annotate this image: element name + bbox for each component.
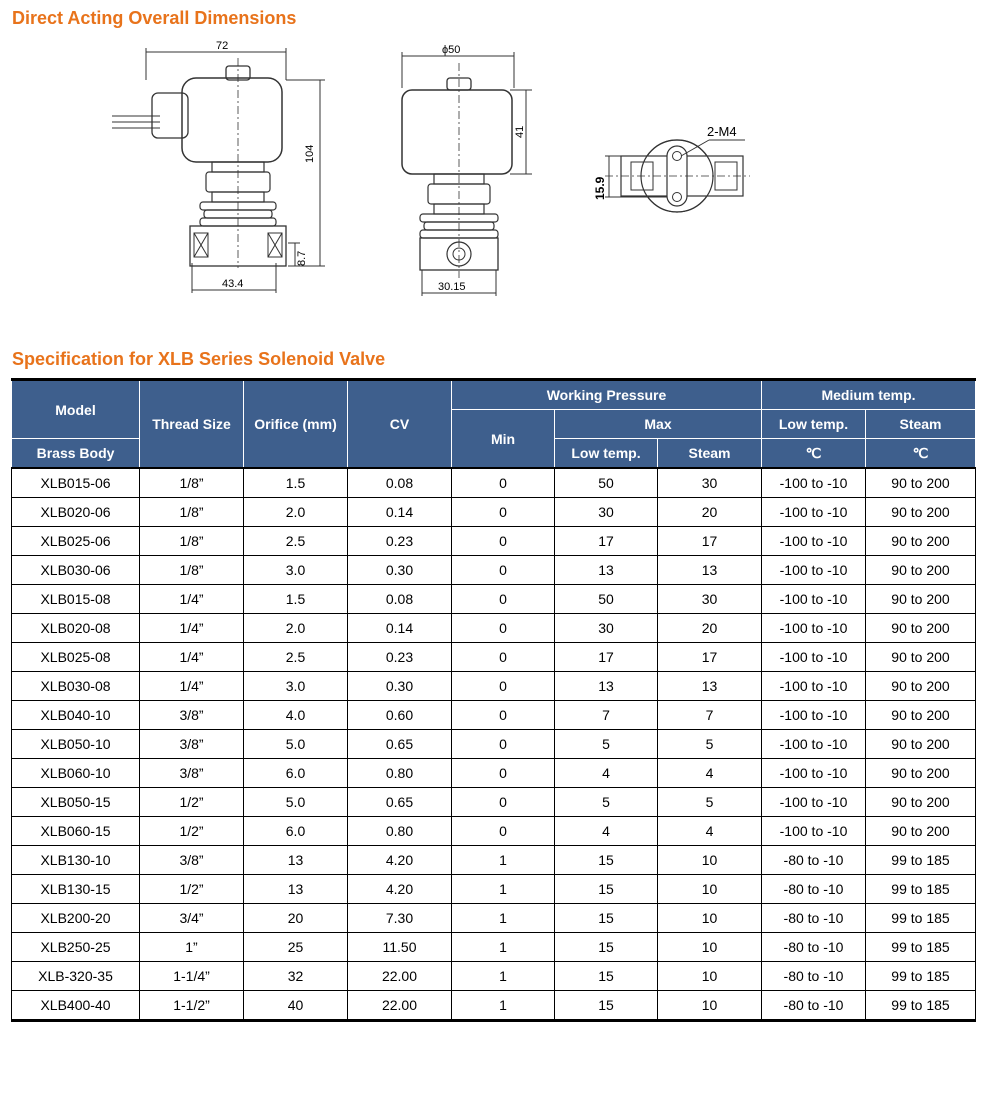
cell-min-pressure: 1 bbox=[452, 933, 555, 962]
cell-max-steam: 10 bbox=[658, 991, 762, 1021]
table-row bbox=[12, 730, 976, 759]
dim-15-9-label: 15.9 bbox=[593, 176, 607, 200]
cell-medium-low-temp: -80 to -10 bbox=[762, 875, 866, 904]
dim-30-15-label: 30.15 bbox=[438, 281, 466, 293]
cell-thread-size: 3/4” bbox=[140, 904, 244, 933]
cell-min-pressure: 0 bbox=[452, 527, 555, 556]
cell-max-steam: 13 bbox=[658, 672, 762, 701]
cell-max-low-temp: 30 bbox=[555, 498, 658, 527]
cell-max-steam: 10 bbox=[658, 962, 762, 991]
cell-orifice: 5.0 bbox=[244, 730, 348, 759]
cell-thread-size: 1/2” bbox=[140, 875, 244, 904]
cell-max-steam: 20 bbox=[658, 614, 762, 643]
cell-max-low-temp: 5 bbox=[555, 788, 658, 817]
cell-thread-size: 1/4” bbox=[140, 585, 244, 614]
cell-min-pressure: 1 bbox=[452, 875, 555, 904]
cell-thread-size: 1-1/2” bbox=[140, 991, 244, 1021]
cell-max-steam: 10 bbox=[658, 933, 762, 962]
cell-max-steam: 17 bbox=[658, 643, 762, 672]
cell-max-low-temp: 15 bbox=[555, 933, 658, 962]
cell-max-steam: 4 bbox=[658, 759, 762, 788]
cell-medium-steam: 90 to 200 bbox=[866, 817, 976, 846]
cell-max-steam: 17 bbox=[658, 527, 762, 556]
header-unit-steam: ℃ bbox=[866, 439, 976, 469]
cell-thread-size: 1/4” bbox=[140, 672, 244, 701]
dim-41-label: 41 bbox=[514, 125, 526, 138]
cell-thread-size: 3/8” bbox=[140, 701, 244, 730]
cell-min-pressure: 0 bbox=[452, 498, 555, 527]
cell-orifice: 2.5 bbox=[244, 643, 348, 672]
header-medium-temp: Medium temp. bbox=[762, 380, 976, 410]
cell-medium-low-temp: -80 to -10 bbox=[762, 962, 866, 991]
side-view-drawing bbox=[392, 38, 542, 300]
bottom-view-drawing bbox=[585, 118, 755, 228]
cell-max-low-temp: 15 bbox=[555, 991, 658, 1021]
cell-thread-size: 1/2” bbox=[140, 788, 244, 817]
cell-min-pressure: 1 bbox=[452, 991, 555, 1021]
cell-max-low-temp: 50 bbox=[555, 585, 658, 614]
cell-max-steam: 4 bbox=[658, 817, 762, 846]
cell-min-pressure: 0 bbox=[452, 672, 555, 701]
cell-model: XLB-320-35 bbox=[12, 962, 140, 991]
cell-cv: 0.30 bbox=[348, 556, 452, 585]
cell-medium-low-temp: -100 to -10 bbox=[762, 817, 866, 846]
cell-max-low-temp: 17 bbox=[555, 527, 658, 556]
cell-model: XLB020-08 bbox=[12, 614, 140, 643]
table-row bbox=[12, 701, 976, 730]
cell-medium-low-temp: -80 to -10 bbox=[762, 933, 866, 962]
cell-min-pressure: 0 bbox=[452, 817, 555, 846]
cell-medium-low-temp: -100 to -10 bbox=[762, 701, 866, 730]
table-row bbox=[12, 527, 976, 556]
cell-min-pressure: 0 bbox=[452, 556, 555, 585]
cell-model: XLB030-06 bbox=[12, 556, 140, 585]
cell-orifice: 13 bbox=[244, 846, 348, 875]
dim-72-label: 72 bbox=[216, 40, 229, 52]
cell-max-low-temp: 15 bbox=[555, 846, 658, 875]
cell-cv: 0.30 bbox=[348, 672, 452, 701]
cell-medium-low-temp: -80 to -10 bbox=[762, 991, 866, 1021]
cell-cv: 0.23 bbox=[348, 643, 452, 672]
cell-medium-steam: 99 to 185 bbox=[866, 962, 976, 991]
specification-title: Specification for XLB Series Solenoid Valve bbox=[12, 349, 386, 369]
cell-max-low-temp: 4 bbox=[555, 759, 658, 788]
table-row bbox=[12, 585, 976, 614]
cell-max-low-temp: 4 bbox=[555, 817, 658, 846]
cell-orifice: 25 bbox=[244, 933, 348, 962]
cell-medium-low-temp: -100 to -10 bbox=[762, 730, 866, 759]
cell-cv: 22.00 bbox=[348, 991, 452, 1021]
cell-cv: 4.20 bbox=[348, 846, 452, 875]
table-row bbox=[12, 904, 976, 933]
spec-table-body bbox=[12, 468, 976, 1021]
cell-cv: 11.50 bbox=[348, 933, 452, 962]
cell-orifice: 13 bbox=[244, 875, 348, 904]
cell-max-steam: 20 bbox=[658, 498, 762, 527]
cell-medium-low-temp: -100 to -10 bbox=[762, 643, 866, 672]
cell-max-steam: 7 bbox=[658, 701, 762, 730]
cell-cv: 0.14 bbox=[348, 498, 452, 527]
cell-cv: 0.65 bbox=[348, 788, 452, 817]
cell-medium-low-temp: -100 to -10 bbox=[762, 527, 866, 556]
table-row bbox=[12, 788, 976, 817]
cell-medium-low-temp: -80 to -10 bbox=[762, 904, 866, 933]
cell-medium-low-temp: -100 to -10 bbox=[762, 672, 866, 701]
cell-cv: 4.20 bbox=[348, 875, 452, 904]
header-brass-body: Brass Body bbox=[12, 439, 140, 469]
cell-thread-size: 1/8” bbox=[140, 498, 244, 527]
cell-medium-steam: 90 to 200 bbox=[866, 468, 976, 498]
cell-model: XLB015-06 bbox=[12, 468, 140, 498]
cell-medium-steam: 90 to 200 bbox=[866, 672, 976, 701]
cell-medium-steam: 90 to 200 bbox=[866, 759, 976, 788]
cell-orifice: 5.0 bbox=[244, 788, 348, 817]
cell-cv: 0.14 bbox=[348, 614, 452, 643]
cell-max-steam: 10 bbox=[658, 846, 762, 875]
cell-medium-steam: 90 to 200 bbox=[866, 614, 976, 643]
cell-orifice: 4.0 bbox=[244, 701, 348, 730]
cell-model: XLB025-06 bbox=[12, 527, 140, 556]
cell-model: XLB250-25 bbox=[12, 933, 140, 962]
table-row bbox=[12, 991, 976, 1021]
cell-medium-steam: 99 to 185 bbox=[866, 991, 976, 1021]
table-row bbox=[12, 846, 976, 875]
header-max: Max bbox=[555, 410, 762, 439]
cell-thread-size: 1/8” bbox=[140, 468, 244, 498]
cell-max-low-temp: 17 bbox=[555, 643, 658, 672]
header-max-steam: Steam bbox=[658, 439, 762, 469]
cell-model: XLB025-08 bbox=[12, 643, 140, 672]
table-row bbox=[12, 614, 976, 643]
cell-min-pressure: 1 bbox=[452, 846, 555, 875]
spec-table bbox=[11, 378, 976, 1022]
cell-orifice: 3.0 bbox=[244, 556, 348, 585]
dim-phi50-label: ϕ50 bbox=[442, 44, 461, 56]
header-min: Min bbox=[452, 410, 555, 469]
header-cv: CV bbox=[348, 380, 452, 469]
table-row bbox=[12, 643, 976, 672]
table-row bbox=[12, 468, 976, 498]
cell-model: XLB020-06 bbox=[12, 498, 140, 527]
cell-thread-size: 3/8” bbox=[140, 730, 244, 759]
cell-cv: 0.65 bbox=[348, 730, 452, 759]
front-view-drawing bbox=[100, 38, 340, 300]
cell-medium-steam: 90 to 200 bbox=[866, 701, 976, 730]
cell-medium-low-temp: -80 to -10 bbox=[762, 846, 866, 875]
dim-43-4-label: 43.4 bbox=[222, 278, 244, 290]
cell-max-low-temp: 13 bbox=[555, 556, 658, 585]
cell-medium-low-temp: -100 to -10 bbox=[762, 788, 866, 817]
cell-thread-size: 1-1/4” bbox=[140, 962, 244, 991]
cell-max-steam: 13 bbox=[658, 556, 762, 585]
cell-model: XLB040-10 bbox=[12, 701, 140, 730]
dim-8-7-label: 8.7 bbox=[296, 250, 308, 266]
header-working-pressure: Working Pressure bbox=[452, 380, 762, 410]
cell-medium-low-temp: -100 to -10 bbox=[762, 468, 866, 498]
cell-thread-size: 1” bbox=[140, 933, 244, 962]
header-medium-steam: Steam bbox=[866, 410, 976, 439]
cell-orifice: 1.5 bbox=[244, 585, 348, 614]
cell-thread-size: 3/8” bbox=[140, 846, 244, 875]
cell-max-steam: 30 bbox=[658, 585, 762, 614]
cell-max-steam: 10 bbox=[658, 875, 762, 904]
header-model: Model bbox=[12, 380, 140, 439]
cell-orifice: 2.0 bbox=[244, 614, 348, 643]
table-row bbox=[12, 875, 976, 904]
cell-min-pressure: 0 bbox=[452, 788, 555, 817]
dimensions-title: Direct Acting Overall Dimensions bbox=[12, 8, 297, 28]
cell-orifice: 2.0 bbox=[244, 498, 348, 527]
table-row bbox=[12, 556, 976, 585]
cell-max-steam: 10 bbox=[658, 904, 762, 933]
cell-orifice: 20 bbox=[244, 904, 348, 933]
cell-min-pressure: 1 bbox=[452, 904, 555, 933]
cell-model: XLB015-08 bbox=[12, 585, 140, 614]
cell-orifice: 6.0 bbox=[244, 817, 348, 846]
cell-medium-steam: 99 to 185 bbox=[866, 904, 976, 933]
cell-model: XLB400-40 bbox=[12, 991, 140, 1021]
cell-cv: 0.80 bbox=[348, 817, 452, 846]
table-row bbox=[12, 759, 976, 788]
cell-model: XLB130-10 bbox=[12, 846, 140, 875]
header-orifice: Orifice (mm) bbox=[244, 380, 348, 469]
cell-min-pressure: 0 bbox=[452, 759, 555, 788]
cell-medium-steam: 90 to 200 bbox=[866, 730, 976, 759]
cell-orifice: 40 bbox=[244, 991, 348, 1021]
cell-thread-size: 1/2” bbox=[140, 817, 244, 846]
cell-min-pressure: 0 bbox=[452, 468, 555, 498]
cell-min-pressure: 1 bbox=[452, 962, 555, 991]
cell-max-steam: 5 bbox=[658, 730, 762, 759]
cell-min-pressure: 0 bbox=[452, 701, 555, 730]
cell-medium-low-temp: -100 to -10 bbox=[762, 614, 866, 643]
cell-cv: 0.60 bbox=[348, 701, 452, 730]
cell-model: XLB050-15 bbox=[12, 788, 140, 817]
cell-orifice: 6.0 bbox=[244, 759, 348, 788]
cell-min-pressure: 0 bbox=[452, 730, 555, 759]
cell-thread-size: 1/8” bbox=[140, 556, 244, 585]
cell-medium-steam: 90 to 200 bbox=[866, 585, 976, 614]
cell-max-low-temp: 30 bbox=[555, 614, 658, 643]
cell-thread-size: 1/8” bbox=[140, 527, 244, 556]
cell-model: XLB200-20 bbox=[12, 904, 140, 933]
cell-orifice: 2.5 bbox=[244, 527, 348, 556]
cell-medium-steam: 90 to 200 bbox=[866, 643, 976, 672]
header-thread-size: Thread Size bbox=[140, 380, 244, 469]
cell-model: XLB130-15 bbox=[12, 875, 140, 904]
table-row bbox=[12, 672, 976, 701]
cell-max-steam: 30 bbox=[658, 468, 762, 498]
cell-cv: 0.80 bbox=[348, 759, 452, 788]
cell-model: XLB030-08 bbox=[12, 672, 140, 701]
cell-model: XLB060-10 bbox=[12, 759, 140, 788]
cell-medium-steam: 90 to 200 bbox=[866, 556, 976, 585]
mount-2-m4-label: 2-M4 bbox=[707, 124, 737, 139]
cell-thread-size: 1/4” bbox=[140, 614, 244, 643]
cell-max-low-temp: 5 bbox=[555, 730, 658, 759]
cell-max-low-temp: 50 bbox=[555, 468, 658, 498]
header-unit-low: ℃ bbox=[762, 439, 866, 469]
cell-cv: 0.23 bbox=[348, 527, 452, 556]
cell-max-low-temp: 15 bbox=[555, 875, 658, 904]
cell-cv: 22.00 bbox=[348, 962, 452, 991]
cell-model: XLB060-15 bbox=[12, 817, 140, 846]
cell-thread-size: 1/4” bbox=[140, 643, 244, 672]
table-row bbox=[12, 962, 976, 991]
dim-104-label: 104 bbox=[304, 144, 316, 163]
header-max-low-temp: Low temp. bbox=[555, 439, 658, 469]
cell-max-low-temp: 13 bbox=[555, 672, 658, 701]
cell-model: XLB050-10 bbox=[12, 730, 140, 759]
cell-medium-steam: 90 to 200 bbox=[866, 498, 976, 527]
cell-max-steam: 5 bbox=[658, 788, 762, 817]
cell-max-low-temp: 7 bbox=[555, 701, 658, 730]
cell-min-pressure: 0 bbox=[452, 643, 555, 672]
table-row bbox=[12, 498, 976, 527]
cell-cv: 7.30 bbox=[348, 904, 452, 933]
cell-medium-low-temp: -100 to -10 bbox=[762, 498, 866, 527]
cell-max-low-temp: 15 bbox=[555, 904, 658, 933]
table-row bbox=[12, 817, 976, 846]
cell-min-pressure: 0 bbox=[452, 585, 555, 614]
cell-orifice: 32 bbox=[244, 962, 348, 991]
cell-medium-steam: 99 to 185 bbox=[866, 846, 976, 875]
cell-thread-size: 3/8” bbox=[140, 759, 244, 788]
header-medium-low-temp: Low temp. bbox=[762, 410, 866, 439]
cell-medium-steam: 90 to 200 bbox=[866, 527, 976, 556]
cell-orifice: 3.0 bbox=[244, 672, 348, 701]
cell-medium-steam: 99 to 185 bbox=[866, 875, 976, 904]
cell-max-low-temp: 15 bbox=[555, 962, 658, 991]
table-row bbox=[12, 933, 976, 962]
cell-medium-low-temp: -100 to -10 bbox=[762, 585, 866, 614]
cell-medium-steam: 90 to 200 bbox=[866, 788, 976, 817]
cell-medium-low-temp: -100 to -10 bbox=[762, 759, 866, 788]
cell-orifice: 1.5 bbox=[244, 468, 348, 498]
cell-medium-low-temp: -100 to -10 bbox=[762, 556, 866, 585]
cell-min-pressure: 0 bbox=[452, 614, 555, 643]
cell-medium-steam: 99 to 185 bbox=[866, 933, 976, 962]
cell-cv: 0.08 bbox=[348, 585, 452, 614]
cell-cv: 0.08 bbox=[348, 468, 452, 498]
